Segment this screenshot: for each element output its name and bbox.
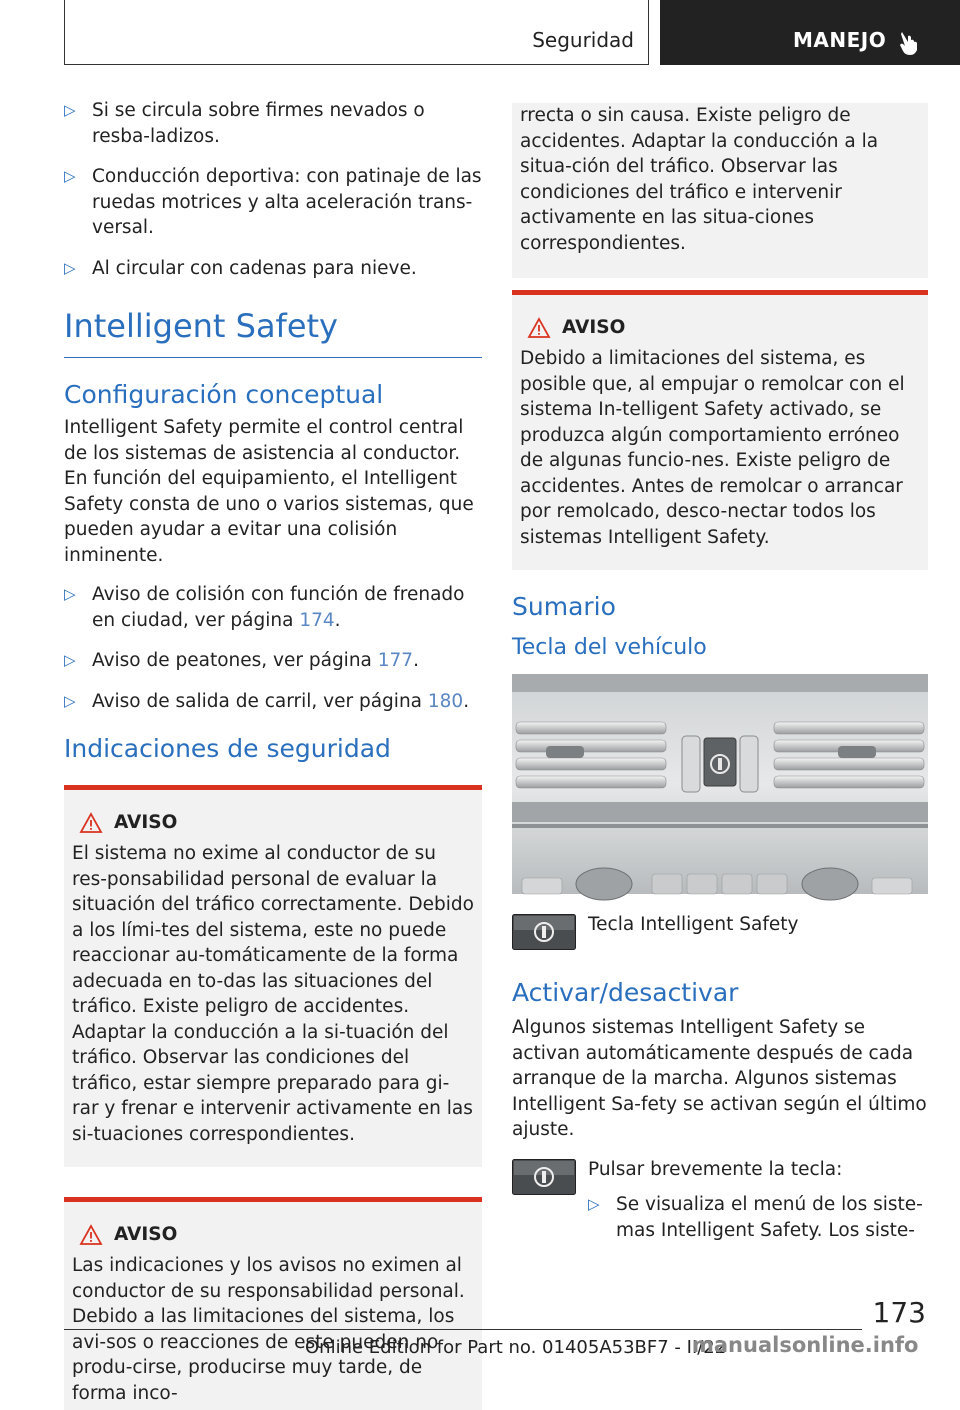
page-link[interactable]: 180 [427, 690, 464, 712]
intelligent-safety-key-icon [512, 1159, 576, 1195]
concept-paragraph: Intelligent Safety permite el control central de los sistemas de asistencia al conductor. En función del equipamiento, el Intelligent Safety consta de uno o varios sistemas, que pueden ayudar a evitar una colisión inminente. [64, 417, 474, 566]
triangle-bullet-icon: ▷ [64, 585, 76, 603]
triangle-bullet-icon: ▷ [588, 1195, 600, 1213]
list-item: ▷ Aviso de colisión con función de frenado en ciudad, ver página 174. [64, 582, 482, 633]
warning-box [64, 1197, 482, 1410]
key-instruction-row [512, 1157, 928, 1259]
list-item: ▷ Conducción deportiva: con patinaje de las ruedas motrices y alta aceleración trans-versal. [64, 164, 482, 241]
warning-text: rrecta o sin causa. Existe peligro de accidentes. Adaptar la conducción a la situa-ción del tráfico. Observar las condiciones del tráfico e intervenir activamente en las situa-ciones correspondientes. [520, 105, 879, 254]
key-caption: Tecla Intelligent Safety [588, 914, 799, 935]
triangle-bullet-icon: ▷ [64, 101, 76, 119]
subsection-heading-concept: Configuración conceptual [64, 380, 384, 409]
page-number: 173 [872, 1296, 926, 1329]
subsection-heading-sumario: Sumario [512, 592, 616, 621]
subsection-heading-activar: Activar/desactivar [512, 978, 739, 1007]
header-section-title: Seguridad [532, 28, 634, 52]
warning-title: AVISO [114, 1224, 178, 1245]
watermark-text: manualsonline.info [692, 1333, 919, 1357]
warning-triangle-icon [528, 318, 550, 338]
subsection-heading-safety: Indicaciones de seguridad [64, 734, 391, 763]
list-item: ▷ Aviso de peatones, ver página 177. [64, 648, 482, 674]
warning-box-continuation [512, 103, 928, 278]
footer-rule [64, 1329, 862, 1330]
triangle-bullet-icon: ▷ [64, 651, 76, 669]
triangle-bullet-icon: ▷ [64, 167, 76, 185]
page-link[interactable]: 177 [377, 650, 414, 671]
pulsar-instruction: Pulsar brevemente la tecla: [588, 1158, 843, 1180]
warning-title: AVISO [114, 812, 178, 833]
header-chapter-title: MANEJO [793, 28, 887, 52]
warning-text: Debido a limitaciones del sistema, es posible que, al empujar o remolcar con el sistema In-telligent Safety activado, se produzca algún comportamiento erróneo de algunas funcio-nes. Existe peligro de accidentes. Antes de remolcar o arrancar por remolcado, desco-nectar todos los sistemas Intelligent Safety. [520, 348, 905, 548]
list-item: ▷ Aviso de salida de carril, ver página 180. [64, 689, 482, 715]
list-item: ▷ Si se circula sobre firmes nevados o resba-ladizos. [64, 98, 482, 149]
warning-box [64, 785, 482, 1167]
hand-pointer-icon [898, 30, 922, 56]
intelligent-safety-key-icon [512, 914, 576, 950]
activar-paragraph: Algunos sistemas Intelligent Safety se activan automáticamente después de cada arranque de la marcha. Algunos sistemas Intelligent Sa-fety se activan según el último ajuste. [512, 1017, 927, 1140]
left-column [64, 98, 482, 1410]
triangle-bullet-icon: ▷ [64, 691, 76, 710]
triangle-bullet-icon: ▷ [64, 258, 76, 277]
vehicle-console-photo [512, 674, 928, 894]
page-link[interactable]: 174 [299, 609, 335, 631]
list-item: ▷ Al circular con cadenas para nieve. [64, 256, 482, 282]
warning-text: Las indicaciones y los avisos no eximen al conductor de su responsabilidad personal. Debido a las limitaciones del sistema, los avi-sos o reacciones de este pueden no produ-cirse, producirse muy tarde, de forma inco- [72, 1255, 465, 1404]
warning-triangle-icon [80, 813, 102, 833]
warning-title: AVISO [562, 317, 626, 338]
list-item: ▷ Se visualiza el menú de los siste-mas Intelligent Safety. Los siste- [588, 1192, 928, 1243]
edition-text: Online Edition for Part no. 01405A53BF7 - II/22 [305, 1337, 727, 1358]
right-column [512, 103, 928, 1258]
warning-triangle-icon [80, 1225, 102, 1245]
warning-text: El sistema no exime al conductor de su res-ponsabilidad personal de evaluar la situación del tráfico correctamente. Debido a los lími-tes del sistema, este no puede reaccionar au-tomáticamente de la forma adecuada en to-das las situaciones del tráfico. Existe peligro de accidentes. Adaptar la conducción a la si-tuación del tráfico. Observar las condiciones del tráfico, estar siempre preparado para gi-rar y frenar e intervenir activamente en las si-tuaciones correspondientes. [72, 843, 474, 1145]
key-caption-row [512, 912, 928, 950]
section-heading: Intelligent Safety [64, 307, 482, 358]
subsection-heading-tecla: Tecla del vehículo [512, 635, 707, 660]
warning-box [512, 290, 928, 570]
